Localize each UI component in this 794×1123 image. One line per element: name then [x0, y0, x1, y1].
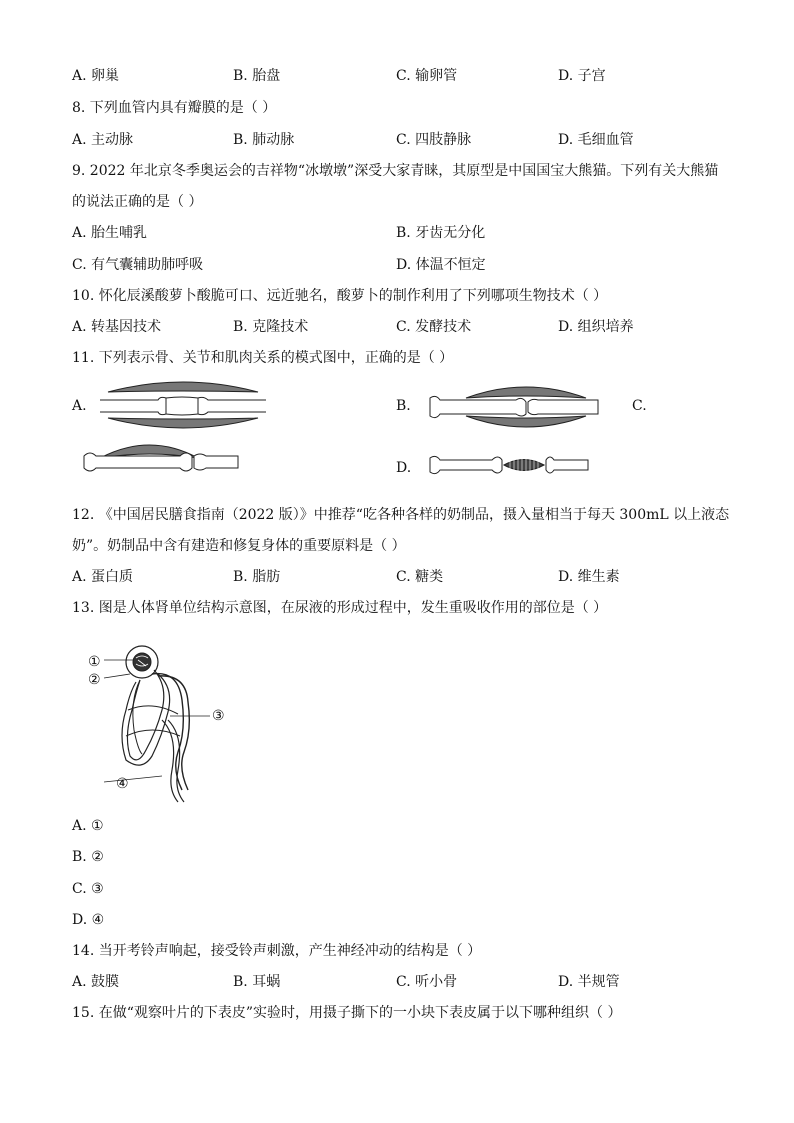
nephron-label-1: ① [88, 654, 101, 670]
q13-option-c: C. ③ [72, 881, 104, 897]
q9-option-b: B. 牙齿无分化 [396, 225, 486, 241]
bone-muscle-diagram-c [80, 436, 240, 486]
bone-muscle-diagram-d [426, 452, 592, 478]
q12-stem-line2: 奶”。奶制品中含有建造和修复身体的重要原料是（ ） [72, 538, 406, 554]
q10-option-c: C. 发酵技术 [396, 319, 472, 335]
q14-option-c: C. 听小骨 [396, 974, 458, 990]
q14-option-d: D. 半规管 [558, 974, 620, 990]
nephron-label-4: ④ [116, 776, 129, 792]
q8-option-a: A. 主动脉 [72, 132, 134, 148]
q11-label-a: A. [72, 398, 87, 414]
q7-option-d: D. 子宫 [558, 68, 606, 84]
q11-stem: 11. 下列表示骨、关节和肌肉关系的模式图中，正确的是（ ） [72, 350, 454, 366]
nephron-label-2: ② [88, 672, 101, 688]
q13-option-b: B. ② [72, 849, 104, 865]
q8-option-d: D. 毛细血管 [558, 132, 634, 148]
q8-option-c: C. 四肢静脉 [396, 132, 472, 148]
q8-stem: 8. 下列血管内具有瓣膜的是（ ） [72, 100, 277, 116]
q9-option-c: C. 有气囊辅助肺呼吸 [72, 257, 204, 273]
q14-stem: 14. 当开考铃声响起，接受铃声刺激，产生神经冲动的结构是（ ） [72, 943, 482, 959]
q11-label-c: C. [632, 398, 647, 414]
q11-label-b: B. [396, 398, 411, 414]
q12-option-c: C. 糖类 [396, 569, 444, 585]
q13-stem: 13. 图是人体肾单位结构示意图，在尿液的形成过程中，发生重吸收作用的部位是（ ） [72, 600, 608, 616]
q12-stem-line1: 12. 《中国居民膳食指南（2022 版）》中推荐“吃各种各样的奶制品，摄入量相当于每天 300mL 以上液态 [72, 507, 730, 523]
q7-option-c: C. 输卵管 [396, 68, 458, 84]
q12-option-d: D. 维生素 [558, 569, 620, 585]
q10-stem: 10. 怀化辰溪酸萝卜酸脆可口、远近驰名，酸萝卜的制作利用了下列哪项生物技术（ ） [72, 288, 608, 304]
q15-stem: 15. 在做“观察叶片的下表皮”实验时，用摄子撕下的一小块下表皮属于以下哪种组织（ ） [72, 1005, 622, 1021]
q14-option-a: A. 鼓膜 [72, 974, 120, 990]
q8-option-b: B. 肺动脉 [233, 132, 295, 148]
q7-option-b: B. 胎盘 [233, 68, 281, 84]
q10-option-d: D. 组织培养 [558, 319, 634, 335]
bone-muscle-diagram-b [426, 384, 602, 429]
q9-option-d: D. 体温不恒定 [396, 257, 486, 273]
q14-option-b: B. 耳蜗 [233, 974, 281, 990]
q9-stem-line2: 的说法正确的是（ ） [72, 194, 203, 210]
q9-stem-line1: 9. 2022 年北京冬季奥运会的吉祥物“冰墩墩”深受大家青睐，其原型是中国国宝大熊猫。下列有关大熊猫 [72, 163, 719, 179]
q10-option-b: B. 克隆技术 [233, 319, 309, 335]
q11-label-d: D. [396, 460, 412, 476]
q12-option-a: A. 蛋白质 [72, 569, 134, 585]
q13-option-a: A. ① [72, 818, 104, 834]
q10-option-a: A. 转基因技术 [72, 319, 162, 335]
nephron-label-3: ③ [212, 708, 225, 724]
q7-option-a: A. 卵巢 [72, 68, 120, 84]
q13-option-d: D. ④ [72, 912, 105, 928]
q12-option-b: B. 脂肪 [233, 569, 281, 585]
q9-option-a: A. 胎生哺乳 [72, 225, 148, 241]
bone-muscle-diagram-a [98, 378, 268, 433]
